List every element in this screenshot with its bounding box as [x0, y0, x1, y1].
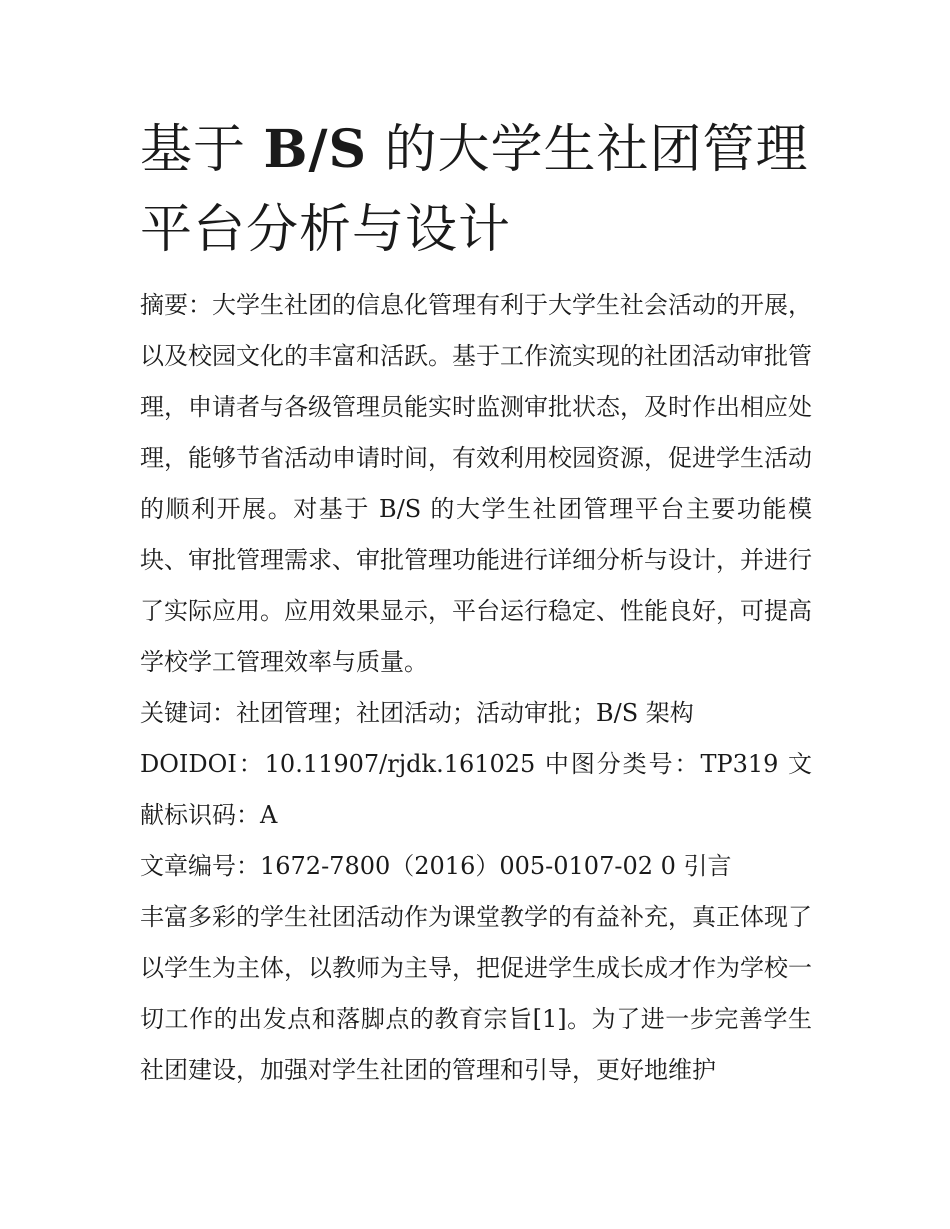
abstract-paragraph: 摘要：大学生社团的信息化管理有利于大学生社会活动的开展，以及校园文化的丰富和活跃。基于工作流实现的社团活动审批管理，申请者与各级管理员能实时监测审批状态，及时作出相应处理，能够节省活动申请时间，有效利用校园资源，促进学生活动的顺利开展。对基于 B/S 的大学生社团管理平台主要功能模块、审批管理需求、审批管理功能进行详细分析与设计，并进行了实际应用。应用效果显示，平台运行稳定、性能良好，可提高学校学工管理效率与质量。	[140, 291, 812, 676]
keywords-line: 关键词：社团管理；社团活动；活动审批；B/S 架构	[140, 699, 694, 727]
doi-line: DOIDOI：10.11907/rjdk.161025 中图分类号：TP319 文献标识码：A	[140, 750, 812, 829]
title-part-2: 的大学生社团管理平台分析与设计	[140, 120, 809, 260]
title-part-1: 基于	[140, 120, 264, 180]
paper-title	[140, 110, 812, 270]
title-bold-bs: B/S	[263, 119, 368, 180]
intro-paragraph: 丰富多彩的学生社团活动作为课堂教学的有益补充，真正体现了以学生为主体，以教师为主导，把促进学生成长成才作为学校一切工作的出发点和落脚点的教育宗旨[1]。为了进一步完善学生社团建设，加强对学生社团的管理和引导，更好地维护	[140, 903, 812, 1084]
article-number-line: 文章编号：1672-7800（2016）005-0107-02 0 引言	[140, 852, 732, 880]
paper-page	[140, 110, 812, 1096]
